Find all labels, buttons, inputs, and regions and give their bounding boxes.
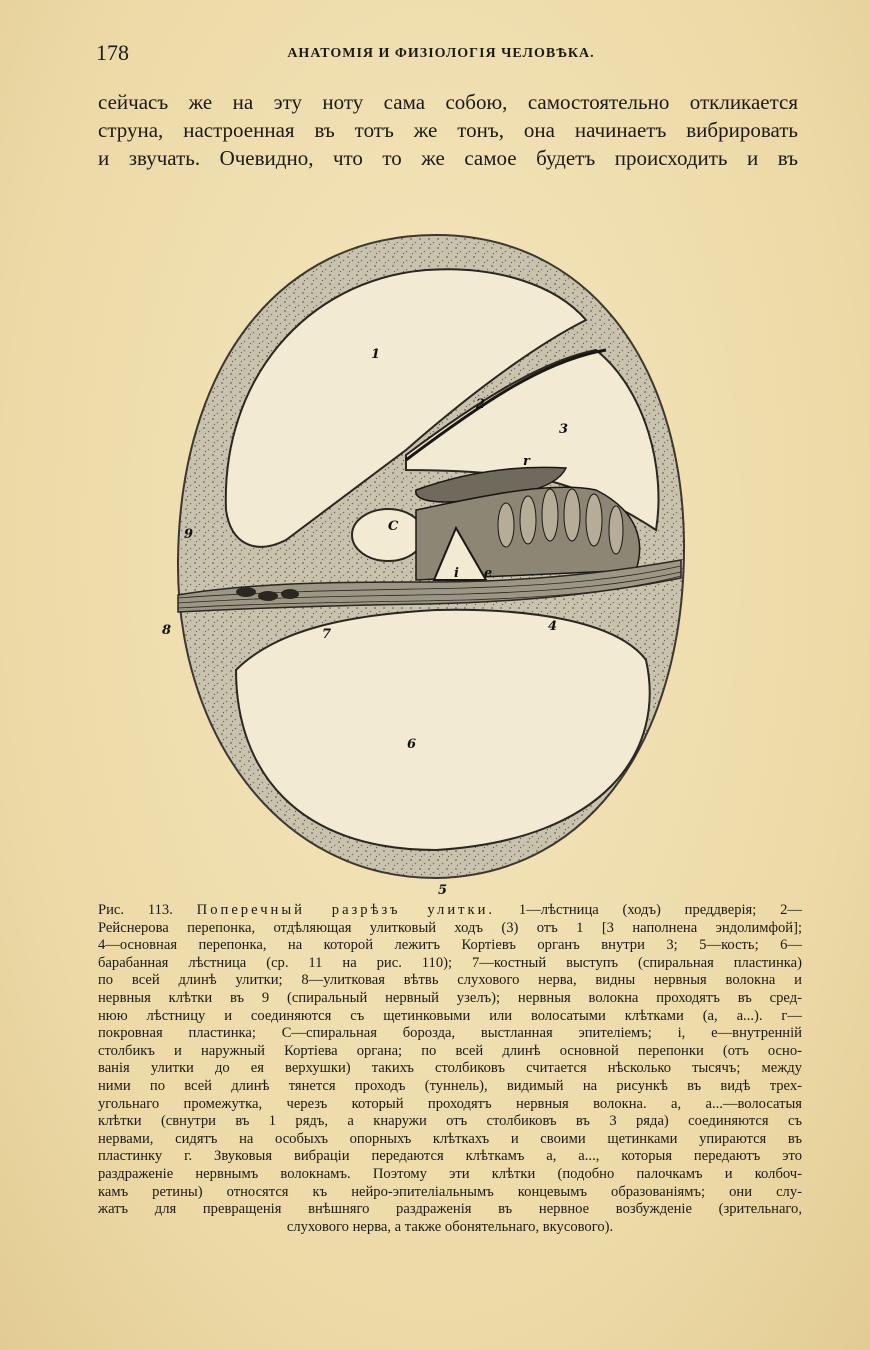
page-number: 178 (96, 40, 129, 65)
body-line: струна, настроенная въ тотъ же тонъ, она начинаетъ вибрировать (98, 118, 798, 142)
label-7: 7 (322, 627, 332, 642)
caption-line: покровная пластинка; С—спиральная борозда, выстланная эпителіемъ; i, е—внутренній (98, 1025, 802, 1042)
caption-line: нервами, сидятъ на особыхъ опорныхъ клѣткахъ и своими щетинками упираются въ (98, 1130, 802, 1147)
label-3: 3 (559, 422, 569, 437)
caption-line: жатъ для превращенія внѣшняго раздраженія въ нервное возбужденіе (зрительнаго, (98, 1201, 802, 1218)
caption-line (98, 902, 802, 920)
cochlea-cross-section-figure (162, 210, 706, 900)
caption-line: Рейснерова перепонка, отдѣляющая улитковый ходъ (3) отъ 1 [3 наполнена эндолимфой]; (98, 919, 802, 936)
caption-line: камъ ретины) относятся къ нейро-эпителіальнымъ концевымъ образованіямъ; они слу- (98, 1183, 802, 1200)
caption-line: раздраженіе нервнымъ волокнамъ. Поэтому эти клѣтки (подобно палочкамъ и колбоч- (98, 1165, 802, 1182)
label-2: 2 (476, 397, 486, 412)
label-4: 4 (548, 619, 558, 634)
label-8: 8 (162, 623, 172, 638)
caption-line: слухового нерва, а также обонятельнаго, вкусового). (286, 1218, 614, 1235)
body-text (98, 88, 798, 172)
label-5: 5 (438, 883, 448, 898)
caption-line: нервныя клѣтки въ 9 (спиральный нервный узелъ); нервныя волокна проходятъ въ сред- (98, 989, 802, 1006)
caption-line: нюю лѣстницу и соединяются съ щетинковыми или волосатыми клѣтками (а, а...). г— (98, 1007, 802, 1024)
body-line: сейчасъ же на эту ноту сама собою, самостоятельно откликается (98, 90, 798, 114)
caption-line: барабанная лѣстница (ср. 11 на рис. 110); 7—костный выступъ (спиральная пластинка) (98, 954, 802, 971)
label-r: r (523, 454, 530, 469)
caption-text: 1—лѣстница (ходъ) преддверія; 2— (518, 902, 803, 918)
caption-line: клѣтки (свнутри въ 1 рядъ, а кнаружи отъ столбиковъ въ 3 ряда) соединяются съ (98, 1113, 802, 1130)
label-6: 6 (407, 737, 417, 752)
caption-line: по всей длинѣ улитки; 8—улитковая вѣтвь слухового нерва, видны нервныя волокна и (98, 972, 802, 989)
caption-line: столбикъ и наружный Кортіева органа; по всей длинѣ основной перепонки (отъ осно- (98, 1042, 802, 1059)
caption-line: угольнаго промежутка, черезъ который проходятъ нервныя волокна. а, а...—волосатыя (98, 1095, 802, 1112)
label-9: 9 (184, 527, 194, 542)
caption-line: пластинку г. Звуковыя вибраціи передаются клѣткамъ а, а..., которыя передаютъ это (98, 1148, 802, 1165)
caption-line: 4—основная перепонка, на которой лежитъ Кортіевъ органъ внутри 3; 5—кость; 6— (98, 937, 802, 954)
body-line: и звучать. Очевидно, что то же самое будетъ происходить и въ (98, 146, 798, 170)
figure-number: Рис. 113. (98, 902, 173, 918)
label-c: C (388, 519, 399, 534)
caption-line: ванія улитки до ея верхушки) такихъ столбиковъ считается нѣсколько тысячъ; между (98, 1060, 802, 1077)
label-e: e (484, 566, 493, 581)
running-title: АНАТОМІЯ И ФИЗІОЛОГІЯ ЧЕЛОВѢКА. (287, 46, 595, 61)
cochlea-illustration (162, 210, 706, 900)
label-i: i (454, 566, 459, 581)
page-header (96, 38, 786, 68)
caption-line: ними по всей длинѣ тянется проходъ (туннель), видимый на рисункѣ въ видѣ трех- (98, 1077, 802, 1094)
spiral-sulcus (352, 509, 424, 561)
figure-title: Поперечный разрѣзъ улитки. (196, 902, 496, 918)
figure-caption (98, 902, 802, 1236)
label-1: 1 (371, 347, 381, 362)
